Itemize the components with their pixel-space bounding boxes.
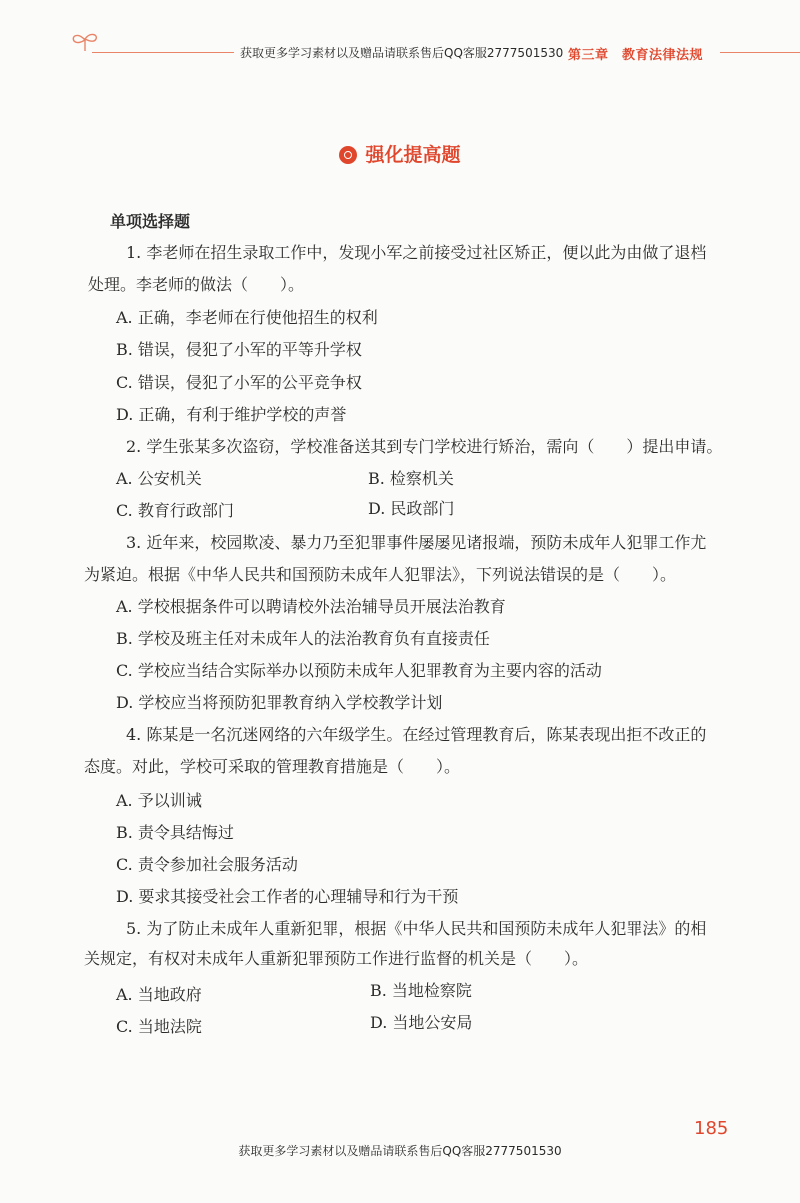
question-1-option-b: B. 错误，侵犯了小军的平等升学权 xyxy=(116,340,362,359)
header-rule-left xyxy=(92,52,234,53)
question-1-option-a: A. 正确，李老师在行使他招生的权利 xyxy=(116,308,378,327)
question-4-option-b: B. 责令具结悔过 xyxy=(116,823,234,842)
question-4-line-1: 4. 陈某是一名沉迷网络的六年级学生。在经过管理教育后，陈某表现出拒不改正的 xyxy=(126,725,707,744)
header-note: 获取更多学习素材以及赠品请联系售后QQ客服2777501530 xyxy=(240,46,564,60)
question-5-line-2: 关规定，有权对未成年人重新犯罪预防工作进行监督的机关是（ ）。 xyxy=(84,949,589,968)
question-4-option-d: D. 要求其接受社会工作者的心理辅导和行为干预 xyxy=(116,887,459,906)
page-number: 185 xyxy=(694,1118,729,1139)
question-1-line-2: 处理。李老师的做法（ ）。 xyxy=(88,275,305,294)
question-4-line-2: 态度。对此，学校可采取的管理教育措施是（ ）。 xyxy=(84,757,461,776)
question-5-option-d: D. 当地公安局 xyxy=(370,1013,473,1032)
question-1-option-d: D. 正确，有利于维护学校的声誉 xyxy=(116,405,347,424)
question-5-line-1: 5. 为了防止未成年人重新犯罪，根据《中华人民共和国预防未成年人犯罪法》的相 xyxy=(126,919,707,938)
question-2-option-c: C. 教育行政部门 xyxy=(116,501,234,520)
sprout-icon xyxy=(68,30,102,52)
question-3-line-2: 为紧迫。根据《中华人民共和国预防未成年人犯罪法》，下列说法错误的是（ ）。 xyxy=(84,565,677,584)
question-3-option-b: B. 学校及班主任对未成年人的法治教育负有直接责任 xyxy=(116,629,490,648)
question-5-option-b: B. 当地检察院 xyxy=(370,981,472,1000)
question-2-option-b: B. 检察机关 xyxy=(368,469,454,488)
question-2-option-a: A. 公安机关 xyxy=(116,469,202,488)
question-4-option-a: A. 予以训诫 xyxy=(116,791,202,810)
section-title xyxy=(0,140,800,167)
question-1-option-c: C. 错误，侵犯了小军的公平竞争权 xyxy=(116,373,362,392)
question-2-line-1: 2. 学生张某多次盗窃，学校准备送其到专门学校进行矫治，需向（ ）提出申请。 xyxy=(126,437,723,456)
question-type-heading: 单项选择题 xyxy=(110,212,191,231)
section-title-text: 强化提高题 xyxy=(365,144,461,166)
section-badge-icon xyxy=(339,146,357,164)
question-3-option-a: A. 学校根据条件可以聘请校外法治辅导员开展法治教育 xyxy=(116,597,506,616)
question-3-option-d: D. 学校应当将预防犯罪教育纳入学校教学计划 xyxy=(116,693,443,712)
question-5-option-a: A. 当地政府 xyxy=(116,985,202,1004)
question-1-line-1: 1. 李老师在招生录取工作中，发现小军之前接受过社区矫正，便以此为由做了退档 xyxy=(126,243,707,262)
footer-note: 获取更多学习素材以及赠品请联系售后QQ客服2777501530 xyxy=(238,1144,562,1158)
question-2-option-d: D. 民政部门 xyxy=(368,499,455,518)
question-5-option-c: C. 当地法院 xyxy=(116,1017,202,1036)
question-3-line-1: 3. 近年来，校园欺凌、暴力乃至犯罪事件屡屡见诸报端，预防未成年人犯罪工作尤 xyxy=(126,533,707,552)
chapter-title: 第三章 教育法律法规 xyxy=(568,48,704,63)
question-4-option-c: C. 责令参加社会服务活动 xyxy=(116,855,298,874)
header-rule-right xyxy=(720,52,800,53)
question-3-option-c: C. 学校应当结合实际举办以预防未成年人犯罪教育为主要内容的活动 xyxy=(116,661,602,680)
